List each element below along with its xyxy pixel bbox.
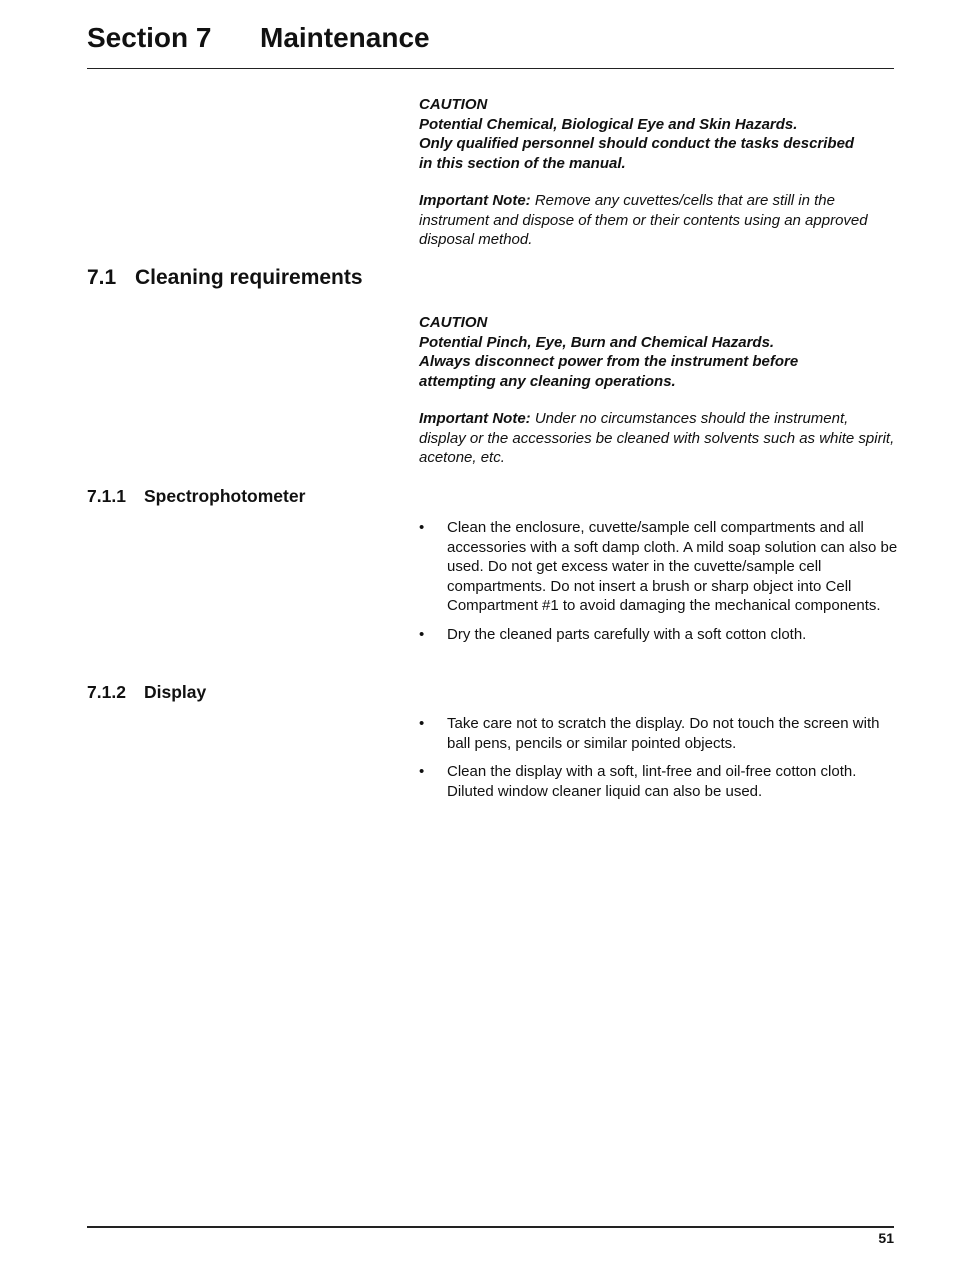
caution-box — [419, 313, 899, 391]
important-note — [419, 409, 899, 468]
caution-line: Only qualified personnel should conduct the tasks described — [419, 135, 855, 152]
section-title: Maintenance — [260, 22, 430, 53]
list-item-text: Clean the enclosure, cuvette/sample cell compartments and all accessories with a soft damp cloth. A mild soap solution can also be used. Do not get excess water in the cuvette/sample cell compartments. Do not insert a brush or sharp object into Cell Compartment #1 to avoid damaging the mechanical components. — [447, 519, 898, 614]
heading-number: 7.1.1 — [87, 486, 126, 506]
section-heading — [87, 22, 430, 54]
heading-number: 7.1.2 — [87, 682, 126, 702]
note-text: Under no circumstances should the instrument, display or the accessories be cleaned with solvents such as white spirit, acetone, etc. — [419, 410, 895, 466]
heading-title: Cleaning requirements — [135, 266, 363, 289]
footer-rule — [87, 1226, 894, 1228]
note-text: Remove any cuvettes/cells that are still in the instrument and dispose of them or their contents using an approved disposal method. — [419, 192, 868, 248]
caution-line: Potential Chemical, Biological Eye and Skin Hazards. — [419, 115, 798, 133]
list-item-text: Dry the cleaned parts carefully with a soft cotton cloth. — [447, 625, 807, 643]
caution-line: attempting any cleaning operations. — [419, 372, 676, 390]
caution-label: CAUTION — [419, 96, 488, 113]
bullet-icon: • — [419, 625, 425, 643]
important-note — [419, 191, 899, 250]
note-label: Important Note: — [419, 192, 531, 209]
page-number: 51 — [878, 1230, 894, 1246]
list-item — [419, 762, 899, 801]
list-item-text: Clean the display with a soft, lint-free and oil-free cotton cloth. Diluted window cleaner liquid can also be used. — [447, 763, 857, 800]
caution-line: in this section of the manual. — [419, 154, 626, 172]
bullet-icon: • — [419, 519, 425, 536]
caution-line: Always disconnect power from the instrument before — [419, 353, 799, 370]
list-item — [419, 518, 899, 616]
heading-7-1 — [87, 266, 363, 290]
heading-7-1-2 — [87, 682, 206, 703]
heading-title: Spectrophotometer — [144, 486, 306, 506]
section-number: Section 7 — [87, 22, 212, 53]
intro-caution-block — [419, 95, 899, 250]
cleaning-caution-block — [419, 313, 899, 468]
caution-label: CAUTION — [419, 314, 488, 331]
list-item — [419, 625, 899, 645]
list-item-text: Take care not to scratch the display. Do not touch the screen with ball pens, pencils or similar pointed objects. — [447, 715, 880, 752]
bullet-icon: • — [419, 763, 425, 780]
heading-title: Display — [144, 682, 207, 702]
header-rule — [87, 68, 894, 69]
display-bullet-list — [419, 714, 899, 810]
caution-box — [419, 95, 899, 173]
heading-number: 7.1 — [87, 266, 117, 289]
spectrophotometer-bullet-list — [419, 518, 899, 653]
heading-7-1-1 — [87, 486, 305, 507]
list-item — [419, 714, 899, 753]
note-label: Important Note: — [419, 410, 531, 427]
bullet-icon: • — [419, 715, 425, 732]
caution-line: Potential Pinch, Eye, Burn and Chemical Hazards. — [419, 333, 775, 351]
